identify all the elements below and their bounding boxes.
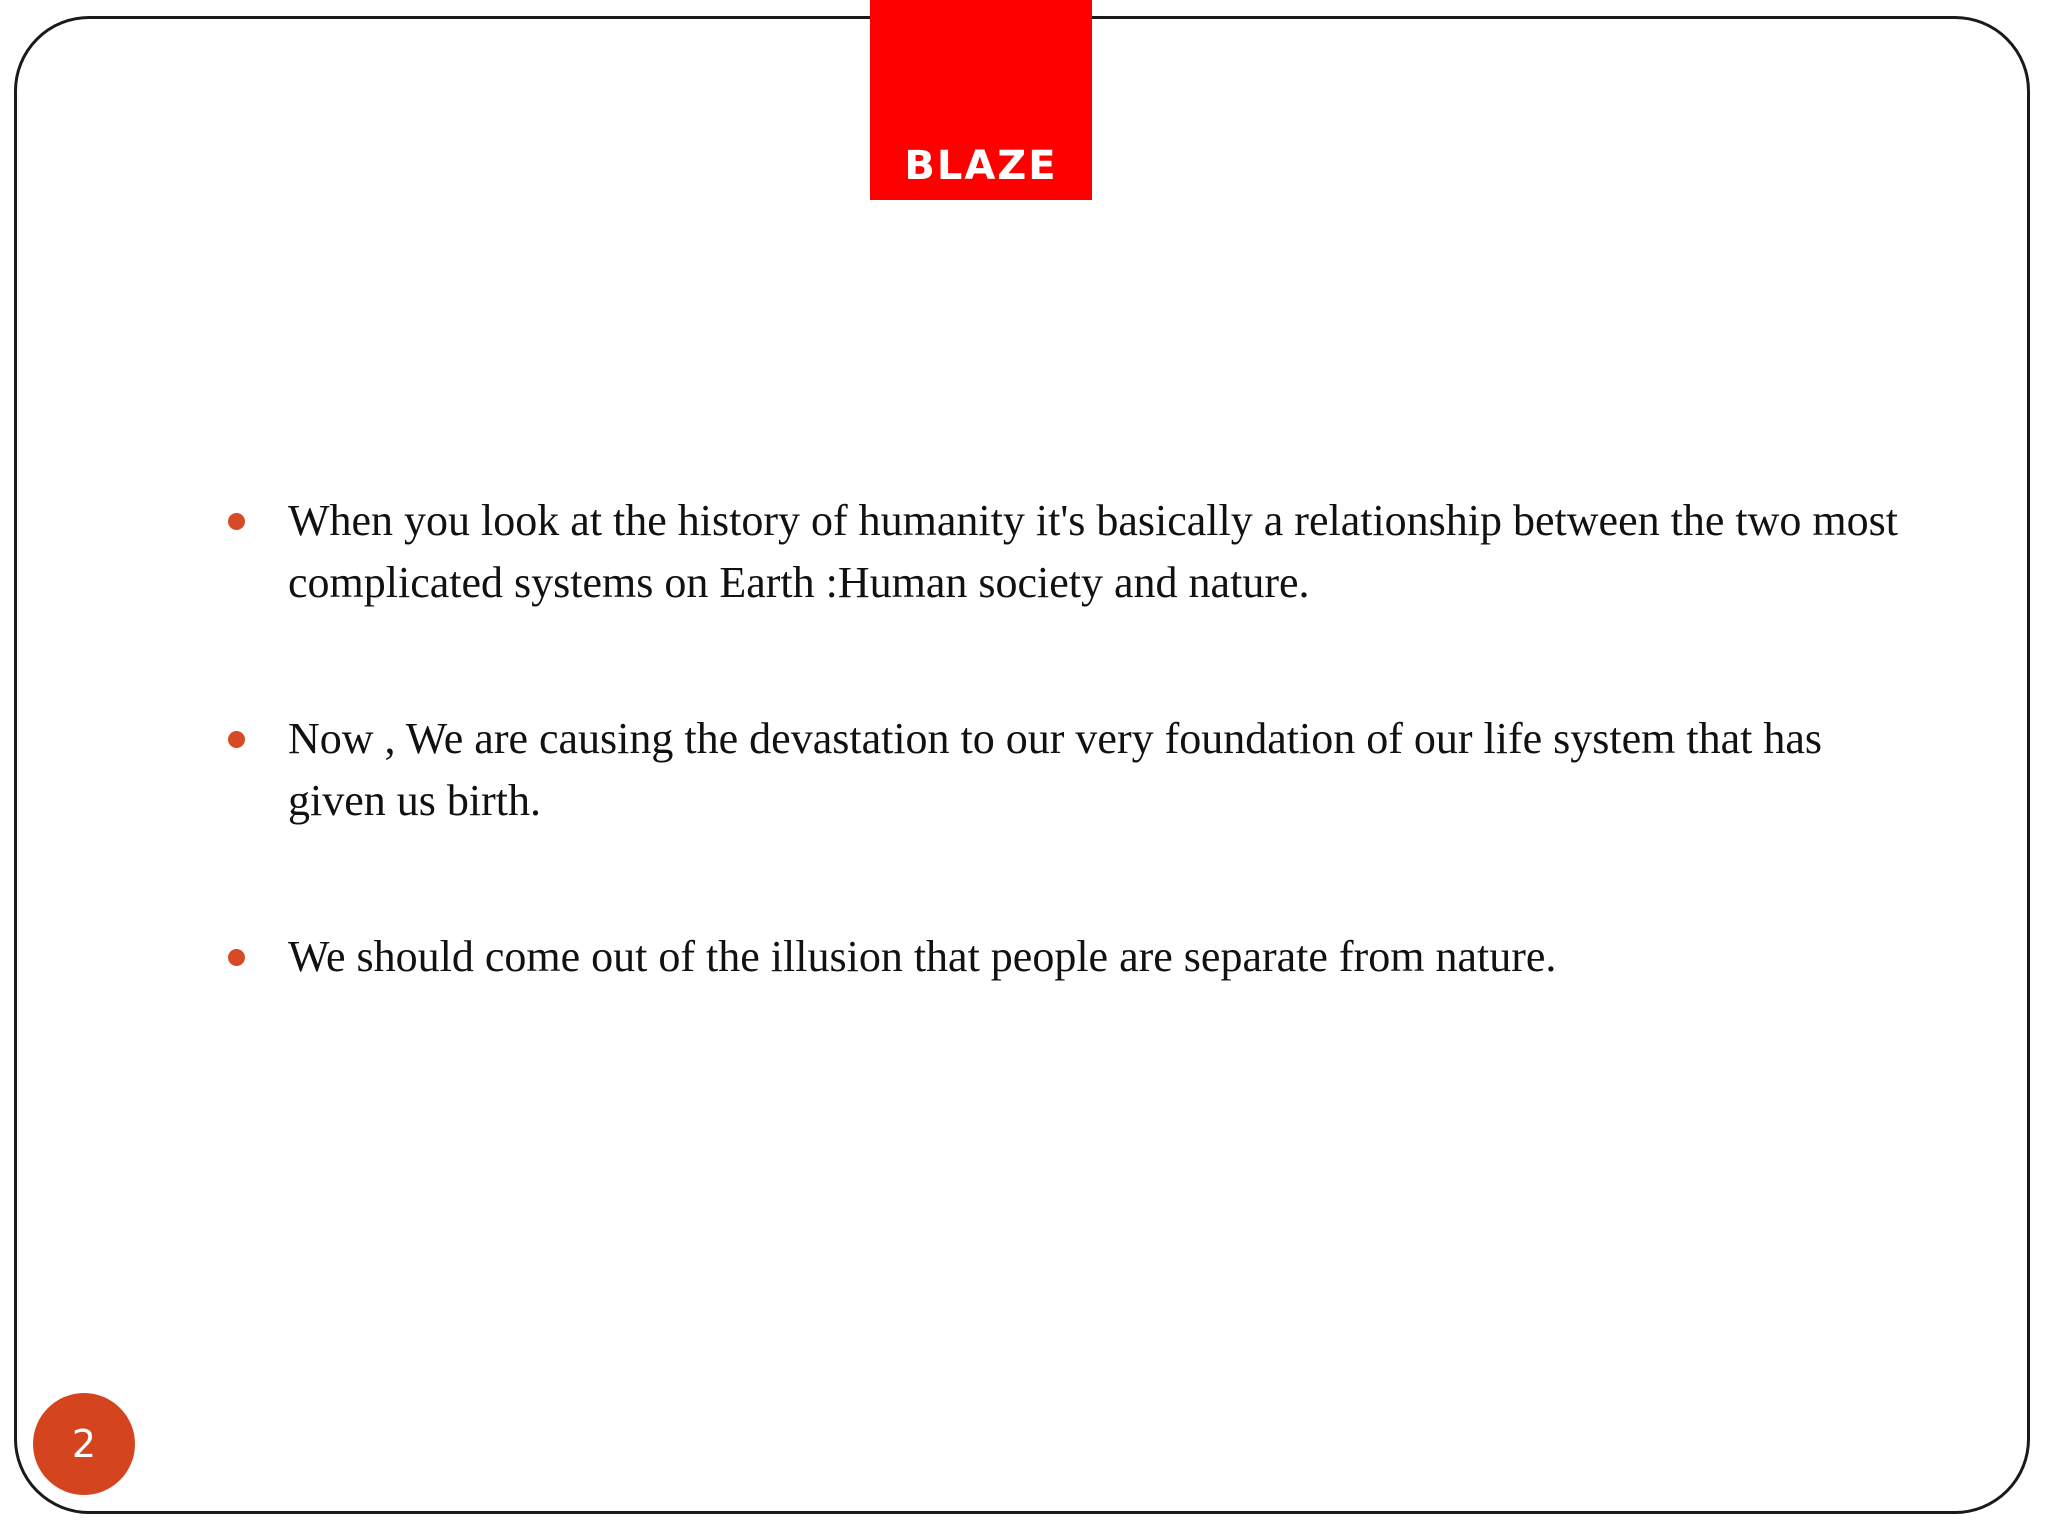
bullet-item xyxy=(228,926,1908,988)
bullet-text: When you look at the history of humanity it's basically a relationship between the two most complicated systems on Earth :Human society and nature. xyxy=(288,496,1898,607)
bullet-item xyxy=(228,490,1908,614)
page-number-badge xyxy=(33,1393,135,1495)
bullet-dot-icon xyxy=(228,949,245,966)
logo-text: BLAZE xyxy=(904,143,1058,189)
blaze-logo xyxy=(870,0,1092,200)
bullet-dot-icon xyxy=(228,513,245,530)
bullet-text: Now , We are causing the devastation to our very foundation of our life system that has given us birth. xyxy=(288,714,1823,825)
page-number: 2 xyxy=(71,1422,97,1466)
bullet-dot-icon xyxy=(228,731,245,748)
bullet-text: We should come out of the illusion that people are separate from nature. xyxy=(288,932,1557,981)
bullet-item xyxy=(228,708,1908,832)
bullet-list xyxy=(228,490,1908,1082)
